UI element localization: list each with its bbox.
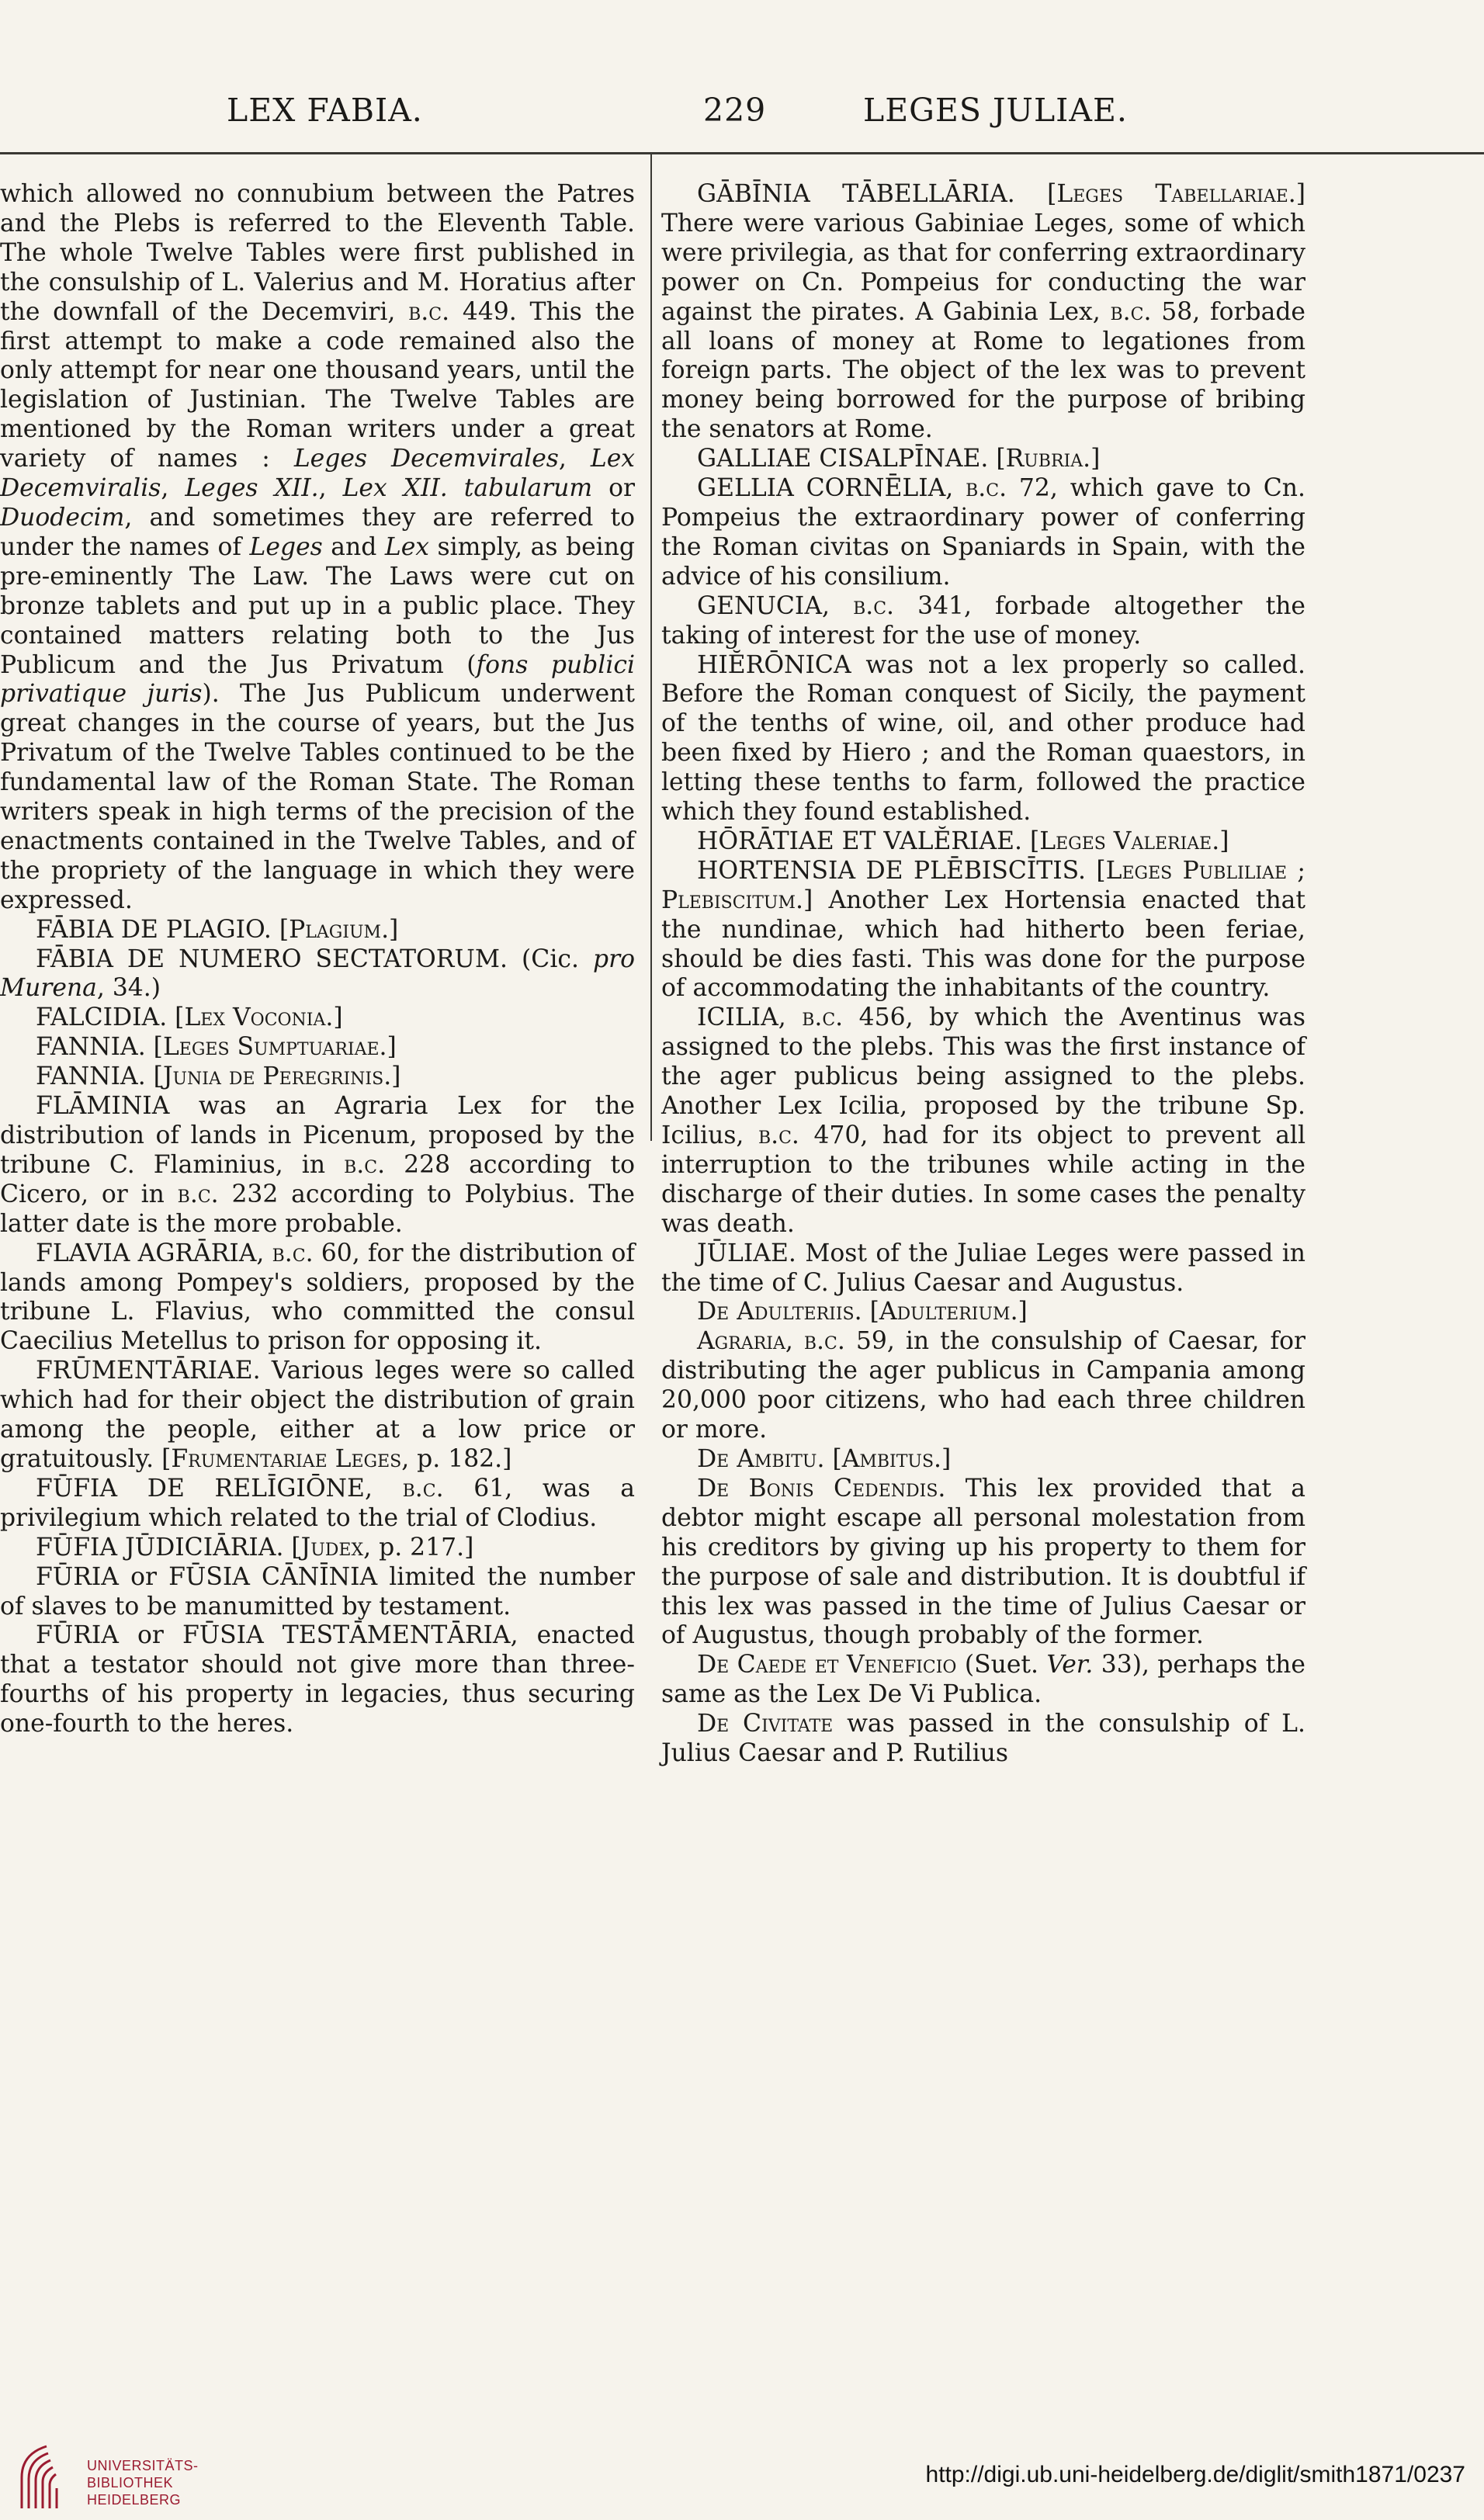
right-column-paragraph: GĀBĪNIA TĀBELLĀRIA. [Leges Tabellariae.] There were various Gabiniae Leges, some of which were privilegia, as that for conferring extraordinary power on Cn. Pompeius for conducting the war against the pirates. A Gabinia Lex, b.c. 58, forbade all loans of money at Rome to legationes from foreign parts. The object of the lex was to prevent money being borrowed for the purpose of bribing the senators at Rome. <box>661 180 1305 444</box>
column-divider <box>650 154 652 1141</box>
header-left-title: LEX FABIA. <box>227 92 423 129</box>
digitization-footer <box>0 2437 1484 2520</box>
right-column-paragraph: De Civitate was passed in the consulship of L. Julius Caesar and P. Rutilius <box>661 1710 1305 1768</box>
header-rule <box>0 152 1484 154</box>
header-right-title: LEGES JULIAE. <box>863 92 1128 129</box>
right-column-paragraph: HŌRĀTIAE ET VALĔRIAE. [Leges Valeriae.] <box>697 827 1229 855</box>
page-number: 229 <box>703 92 767 129</box>
right-column-paragraph: GELLIA CORNĒLIA, b.c. 72, which gave to Cn. Pompeius the extraordinary power of conferring the Roman civitas on Spaniards in Spain, with the advice of his consilium. <box>661 474 1305 591</box>
right-column-paragraph: HORTENSIA DE PLĒBISCĪTIS. [Leges Publiliae ; Plebiscitum.] Another Lex Hortensia enacted that the nundinae, which had hitherto been feriae, should be dies fasti. This was done for the purpose of accommodating the inhabitants of the country. <box>661 856 1305 1003</box>
left-column-paragraph: FANNIA. [Leges Sumptuariae.] <box>36 1033 397 1062</box>
left-column-paragraph: FŪRIA or FŪSIA TESTĀMENTĀRIA, enacted that a testator should not give more than three-fourths of his property in legacies, thus securing one-fourth to the heres. <box>0 1621 635 1738</box>
left-column-paragraph: FŪFIA DE RELĪGIŌNE, b.c. 61, was a privilegium which related to the trial of Clodius. <box>0 1474 636 1532</box>
left-column-paragraph: FALCIDIA. [Lex Voconia.] <box>36 1003 343 1032</box>
left-column-paragraph: FLAVIA AGRĀRIA, b.c. 60, for the distribution of lands among Pompey's soldiers, proposed by the tribune L. Flavius, who committed the consul Caecilius Metellus to prison for opposing it. <box>0 1239 635 1356</box>
right-column-paragraph: De Bonis Cedendis. This lex provided that a debtor might escape all personal molestation from his creditors by giving up his property to them for the purpose of sale and distribution. It is doubtful if this lex was passed in the time of Julius Caesar or of Augustus, though probably of the former. <box>661 1474 1305 1650</box>
left-column-paragraph: FŪRIA or FŪSIA CĀNĪNIA limited the number of slaves to be manumitted by testament. <box>0 1562 635 1620</box>
left-column-paragraph: FŪFIA JŪDICIĀRIA. [Judex, p. 217.] <box>36 1533 474 1562</box>
right-column-paragraph: Agraria, b.c. 59, in the consulship of Caesar, for distributing the ager publicus in Campania among 20,000 poor citizens, who had each three children or more. <box>661 1327 1305 1444</box>
source-url[interactable]: http://digi.ub.uni-heidelberg.de/diglit/smith1871/0237 <box>925 2462 1465 2487</box>
heidelberg-library-logo-icon <box>14 2437 79 2511</box>
library-line-3: HEIDELBERG <box>87 2492 182 2508</box>
left-column-paragraph: FĀBIA DE PLAGIO. [Plagium.] <box>36 915 399 944</box>
right-column <box>661 180 1305 1769</box>
right-column-paragraph: De Adulteriis. [Adulterium.] <box>697 1298 1028 1326</box>
right-column-paragraph: De Ambitu. [Ambitus.] <box>697 1444 952 1473</box>
left-column-paragraph: which allowed no connubium between the Patres and the Plebs is referred to the Eleventh Table. The whole Twelve Tables were first published in the consulship of L. Valerius and M. Horatius after the downfall of the Decemviri, b.c. 449. This the first attempt to make a code remained also the only attempt for near one thousand years, until the legislation of Justinian. The Twelve Tables are mentioned by the Roman writers under a great variety of names : Leges Decemvirales, Lex Decemviralis, Leges XII., Lex XII. tabularum or Duodecim, and sometimes they are referred to under the names of Leges and Lex simply, as being pre-eminently The Law. The Laws were cut on bronze tablets and put up in a public place. They contained matters relating both to the Jus Publicum and the Jus Privatum (fons publici privatique juris). The Jus Publicum underwent great changes in the course of years, but the Jus Privatum of the Twelve Tables continued to be the fundamental law of the Roman State. The Roman writers speak in high terms of the precision of the enactments contained in the Twelve Tables, and of the propriety of the language in which they were expressed. <box>0 180 636 914</box>
right-column-paragraph: ICILIA, b.c. 456, by which the Aventinus was assigned to the plebs. This was the first instance of the ager publicus being assigned to the plebs. Another Lex Icilia, proposed by the tribune Sp. Icilius, b.c. 470, had for its object to prevent all interruption to the tribunes while acting in the discharge of their duties. In some cases the penalty was death. <box>661 1003 1305 1238</box>
right-column-paragraph: GALLIAE CISALPĪNAE. [Rubria.] <box>697 445 1101 473</box>
running-header <box>0 92 1484 138</box>
left-column-paragraph: FĀBIA DE NUMERO SECTATORUM. (Cic. pro Murena, 34.) <box>0 945 635 1003</box>
left-column-paragraph: FLĀMINIA was an Agraria Lex for the distribution of lands in Picenum, proposed by the tribune C. Flaminius, in b.c. 228 according to Cicero, or in b.c. 232 according to Polybius. The latter date is the more probable. <box>0 1092 635 1238</box>
left-column-paragraph: FRŪMENTĀRIAE. Various leges were so called which had for their object the distribution of grain among the people, either at a low price or gratuitously. [Frumentariae Leges, p. 182.] <box>0 1357 635 1473</box>
library-name <box>87 2457 199 2508</box>
left-column <box>0 180 635 1739</box>
right-column-paragraph: HIĔRŌNICA was not a lex properly so called. Before the Roman conquest of Sicily, the payment of the tenths of wine, oil, and other produce had been fixed by Hiero ; and the Roman quaestors, in letting these tenths to farm, followed the practice which they found established. <box>661 650 1305 827</box>
library-line-1: UNIVERSITÄTS- <box>87 2458 199 2473</box>
right-column-paragraph: De Caede et Veneficio (Suet. Ver. 33), perhaps the same as the Lex De Vi Publica. <box>661 1651 1305 1709</box>
library-line-2: BIBLIOTHEK <box>87 2475 174 2491</box>
right-column-paragraph: GENUCIA, b.c. 341, forbade altogether the taking of interest for the use of money. <box>661 591 1305 650</box>
right-column-paragraph: JŪLIAE. Most of the Juliae Leges were passed in the time of C. Julius Caesar and Augustus. <box>661 1239 1305 1297</box>
left-column-paragraph: FANNIA. [Junia de Peregrinis.] <box>36 1062 401 1091</box>
